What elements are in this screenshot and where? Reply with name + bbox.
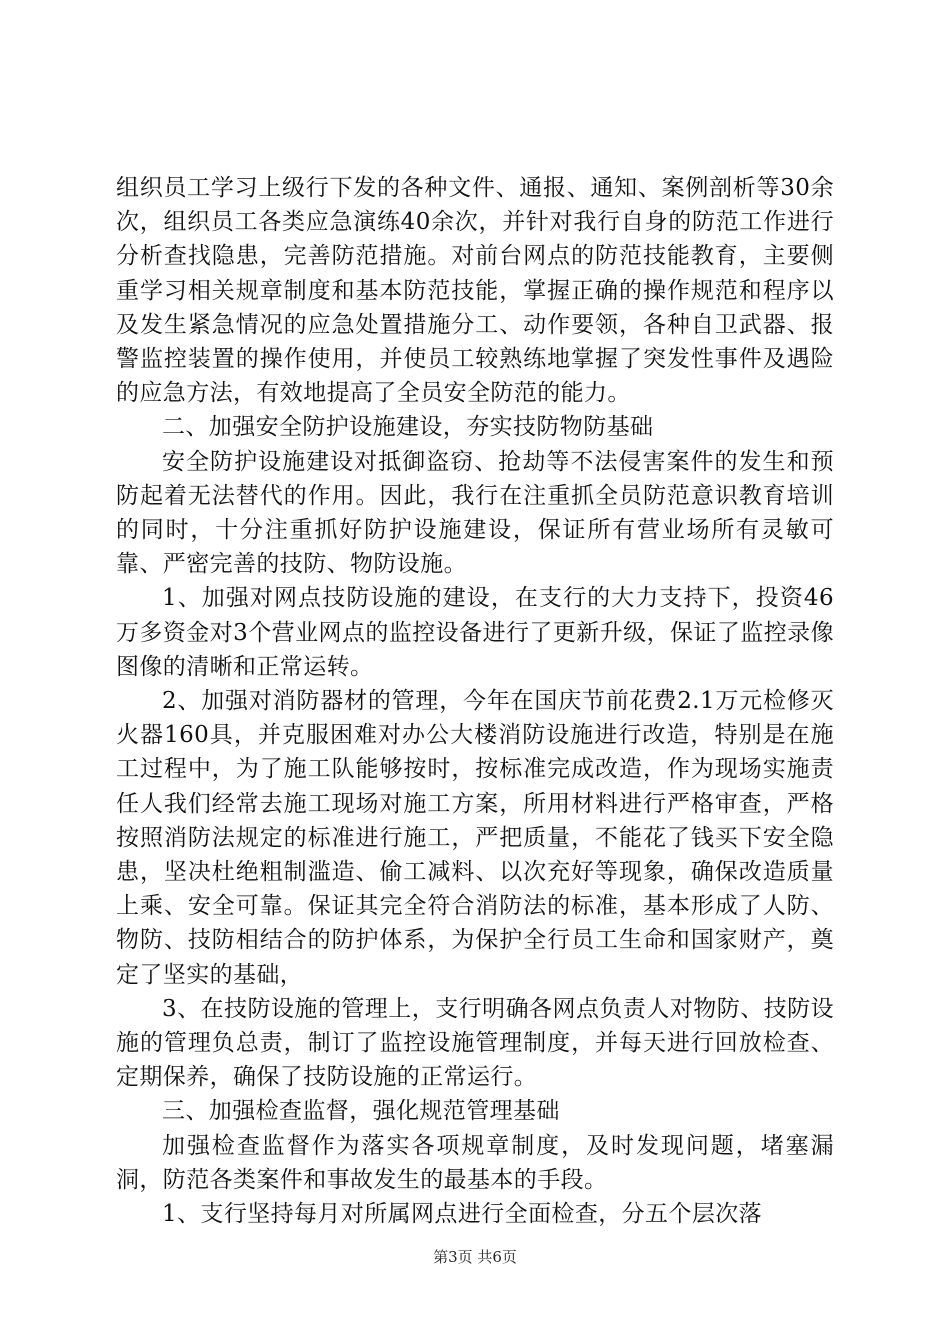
page-footer	[0, 1246, 950, 1267]
paragraph: 3、在技防设施的管理上，支行明确各网点负责人对物防、技防设施的管理负总责，制订了监控设施管理制度，并每天进行回放检查、定期保养，确保了技防设施的正常运行。	[116, 995, 834, 1091]
document-body	[116, 171, 834, 1231]
paragraph: 加强检查监督作为落实各项规章制度，及时发现问题，堵塞漏洞，防范各类案件和事故发生的最基本的手段。	[116, 1132, 834, 1193]
paragraph: 1、加强对网点技防设施的建设，在支行的大力支持下，投资46万多资金对3个营业网点的监控设备进行了更新升级，保证了监控录像图像的清晰和正常运转。	[116, 585, 834, 680]
section-heading-2: 二、加强安全防护设施建设，夯实技防物防基础	[162, 414, 654, 441]
section-heading-3: 三、加强检查监督，强化规范管理基础	[162, 1098, 560, 1125]
page-number: 第3页 共6页	[433, 1248, 517, 1266]
paragraph: 1、支行坚持每月对所属网点进行全面检查，分五个层次落	[162, 1201, 763, 1228]
paragraph-continuation: 组织员工学习上级行下发的各种文件、通报、通知、案例剖析等30余次，组织员工各类应急演练40余次，并针对我行自身的防范工作进行分析查找隐患，完善防范措施。对前台网点的防范技能教育，主要侧重学习相关规章制度和基本防范技能，掌握正确的操作规范和程序以及发生紧急情况的应急处置措施分工、动作要领，各种自卫武器、报警监控装置的操作使用，并使员工较熟练地掌握了突发性事件及遇险的应急方法，有效地提高了全员安全防范的能力。	[116, 175, 834, 407]
paragraph: 2、加强对消防器材的管理，今年在国庆节前花费2.1万元检修灭火器160具，并克服困难对办公大楼消防设施进行改造，特别是在施工过程中，为了施工队能够按时，按标准完成改造，作为现场实施责任人我们经常去施工现场对施工方案，所用材料进行严格审查，严格按照消防法规定的标准进行施工，严把质量，不能花了钱买下安全隐患，坚决杜绝粗制滥造、偷工减料、以次充好等现象，确保改造质量上乘、安全可靠。保证其完全符合消防法的标准，基本形成了人防、物防、技防相结合的防护体系，为保护全行员工生命和国家财产，奠定了坚实的基础，	[116, 688, 834, 988]
paragraph: 安全防护设施建设对抵御盗窃、抢劫等不法侵害案件的发生和预防起着无法替代的作用。因此，我行在注重抓全员防范意识教育培训的同时，十分注重抓好防护设施建设，保证所有营业场所有灵敏可靠、严密完善的技防、物防设施。	[116, 448, 834, 578]
